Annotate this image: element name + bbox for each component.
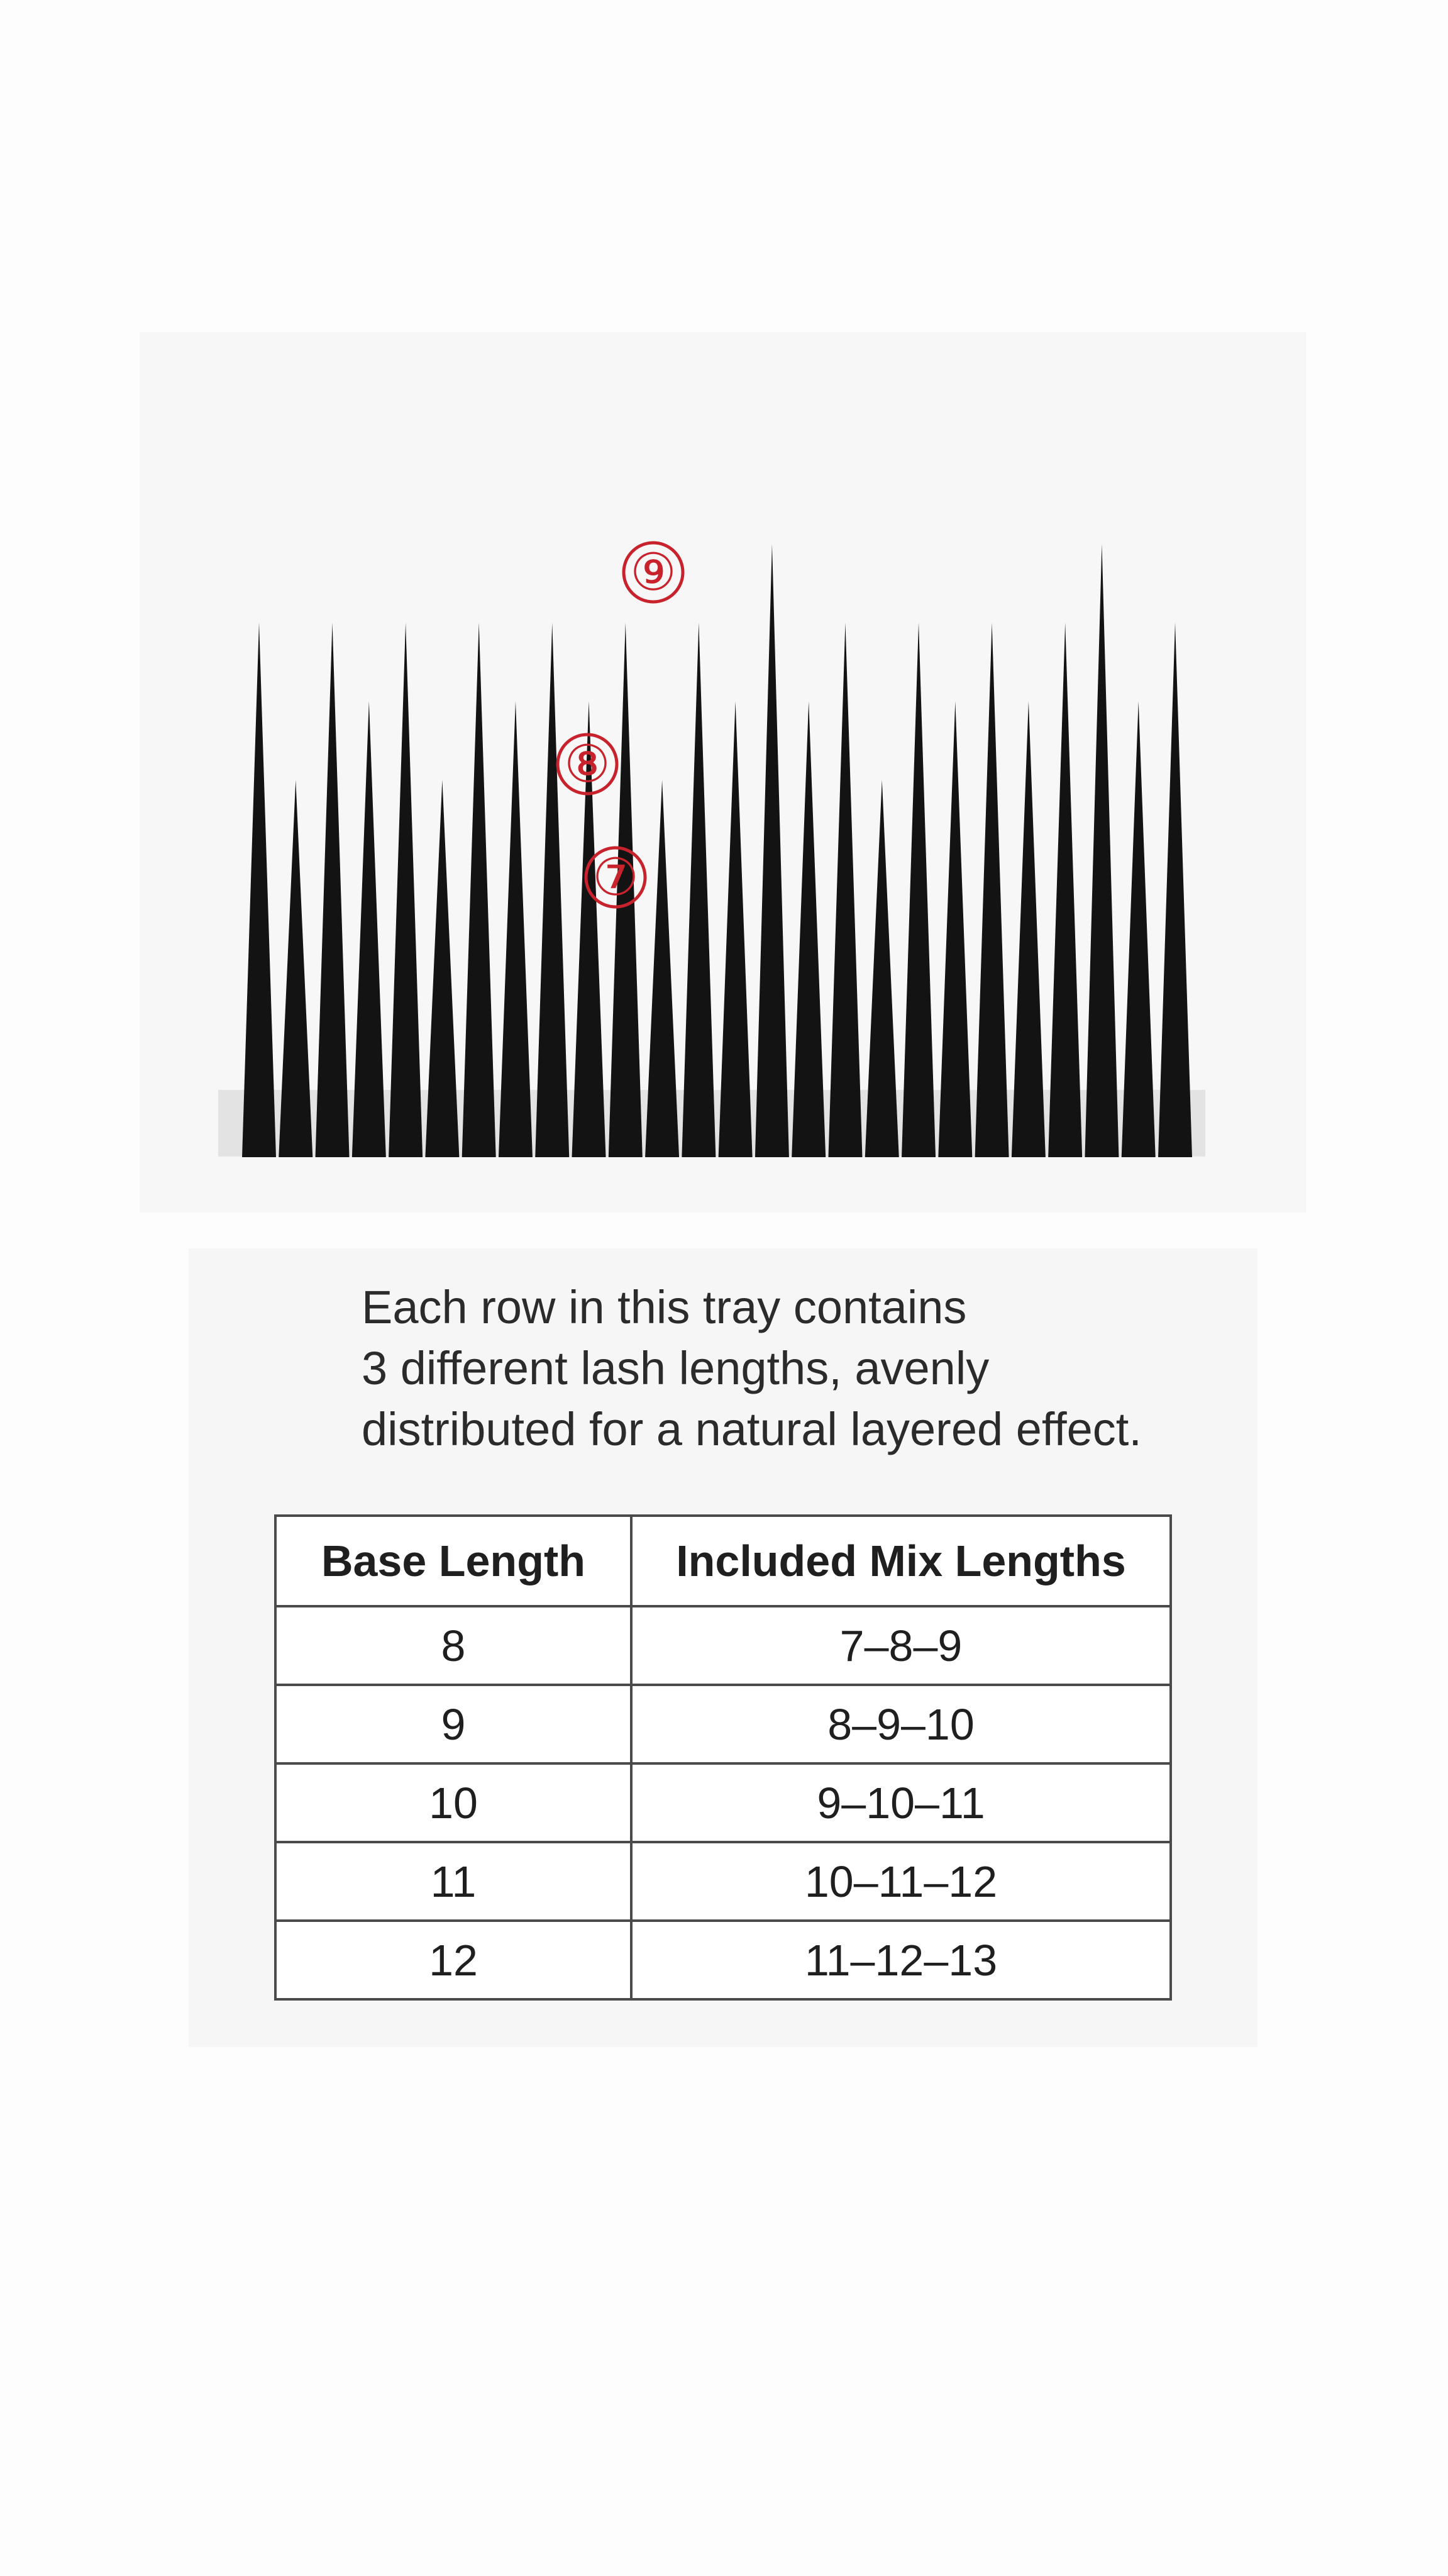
table-row [275, 1606, 1171, 1685]
lash-4 [352, 701, 386, 1157]
lash-22 [1012, 701, 1046, 1157]
lash-1 [242, 623, 276, 1157]
table-row [275, 1685, 1171, 1763]
cell-mix-lengths: 7–8–9 [631, 1606, 1171, 1685]
cell-mix-lengths: 11–12–13 [631, 1921, 1171, 1999]
cell-base-length: 8 [275, 1606, 631, 1685]
lash-5 [389, 623, 423, 1157]
lash-13 [682, 623, 716, 1157]
lash-9 [535, 623, 569, 1157]
lash-18 [865, 780, 899, 1157]
description-text [362, 1277, 1273, 1460]
lash-2 [279, 780, 312, 1157]
description-line-1: Each row in this tray contains [362, 1281, 967, 1333]
cell-base-length: 11 [275, 1842, 631, 1921]
callout-7 [586, 848, 645, 908]
lash-25 [1122, 701, 1156, 1157]
lash-group [242, 544, 1192, 1157]
cell-mix-lengths: 8–9–10 [631, 1685, 1171, 1763]
lash-20 [938, 701, 972, 1157]
lash-19 [902, 623, 936, 1157]
header-included-mix-lengths: Included Mix Lengths [631, 1516, 1171, 1606]
callout-8-label: ⑧ [564, 735, 611, 794]
callout-9-label: ⑨ [630, 543, 677, 602]
table-row [275, 1763, 1171, 1842]
cell-base-length: 12 [275, 1921, 631, 1999]
cell-mix-lengths: 9–10–11 [631, 1763, 1171, 1842]
length-mix-table [274, 1514, 1172, 2001]
callout-9 [624, 543, 683, 602]
cell-mix-lengths: 10–11–12 [631, 1842, 1171, 1921]
lash-8 [499, 701, 533, 1157]
header-base-length: Base Length [275, 1516, 631, 1606]
lash-diagram [0, 0, 1448, 1258]
description-line-2: 3 different lash lengths, avenly [362, 1342, 990, 1394]
lash-21 [975, 623, 1009, 1157]
lash-15 [755, 544, 789, 1157]
lash-12 [645, 780, 679, 1157]
lash-6 [425, 780, 459, 1157]
lash-14 [719, 701, 753, 1157]
cell-base-length: 10 [275, 1763, 631, 1842]
table-row [275, 1842, 1171, 1921]
callout-7-label: ⑦ [592, 848, 639, 908]
table-header-row [275, 1516, 1171, 1606]
lash-23 [1048, 623, 1082, 1157]
lash-24 [1085, 544, 1119, 1157]
lash-26 [1158, 623, 1192, 1157]
cell-base-length: 9 [275, 1685, 631, 1763]
callout-8 [558, 735, 617, 794]
lash-17 [828, 623, 862, 1157]
description-line-3: distributed for a natural layered effect. [362, 1403, 1142, 1455]
lash-16 [792, 701, 826, 1157]
lash-3 [316, 623, 350, 1157]
lash-7 [462, 623, 496, 1157]
table-row [275, 1921, 1171, 1999]
